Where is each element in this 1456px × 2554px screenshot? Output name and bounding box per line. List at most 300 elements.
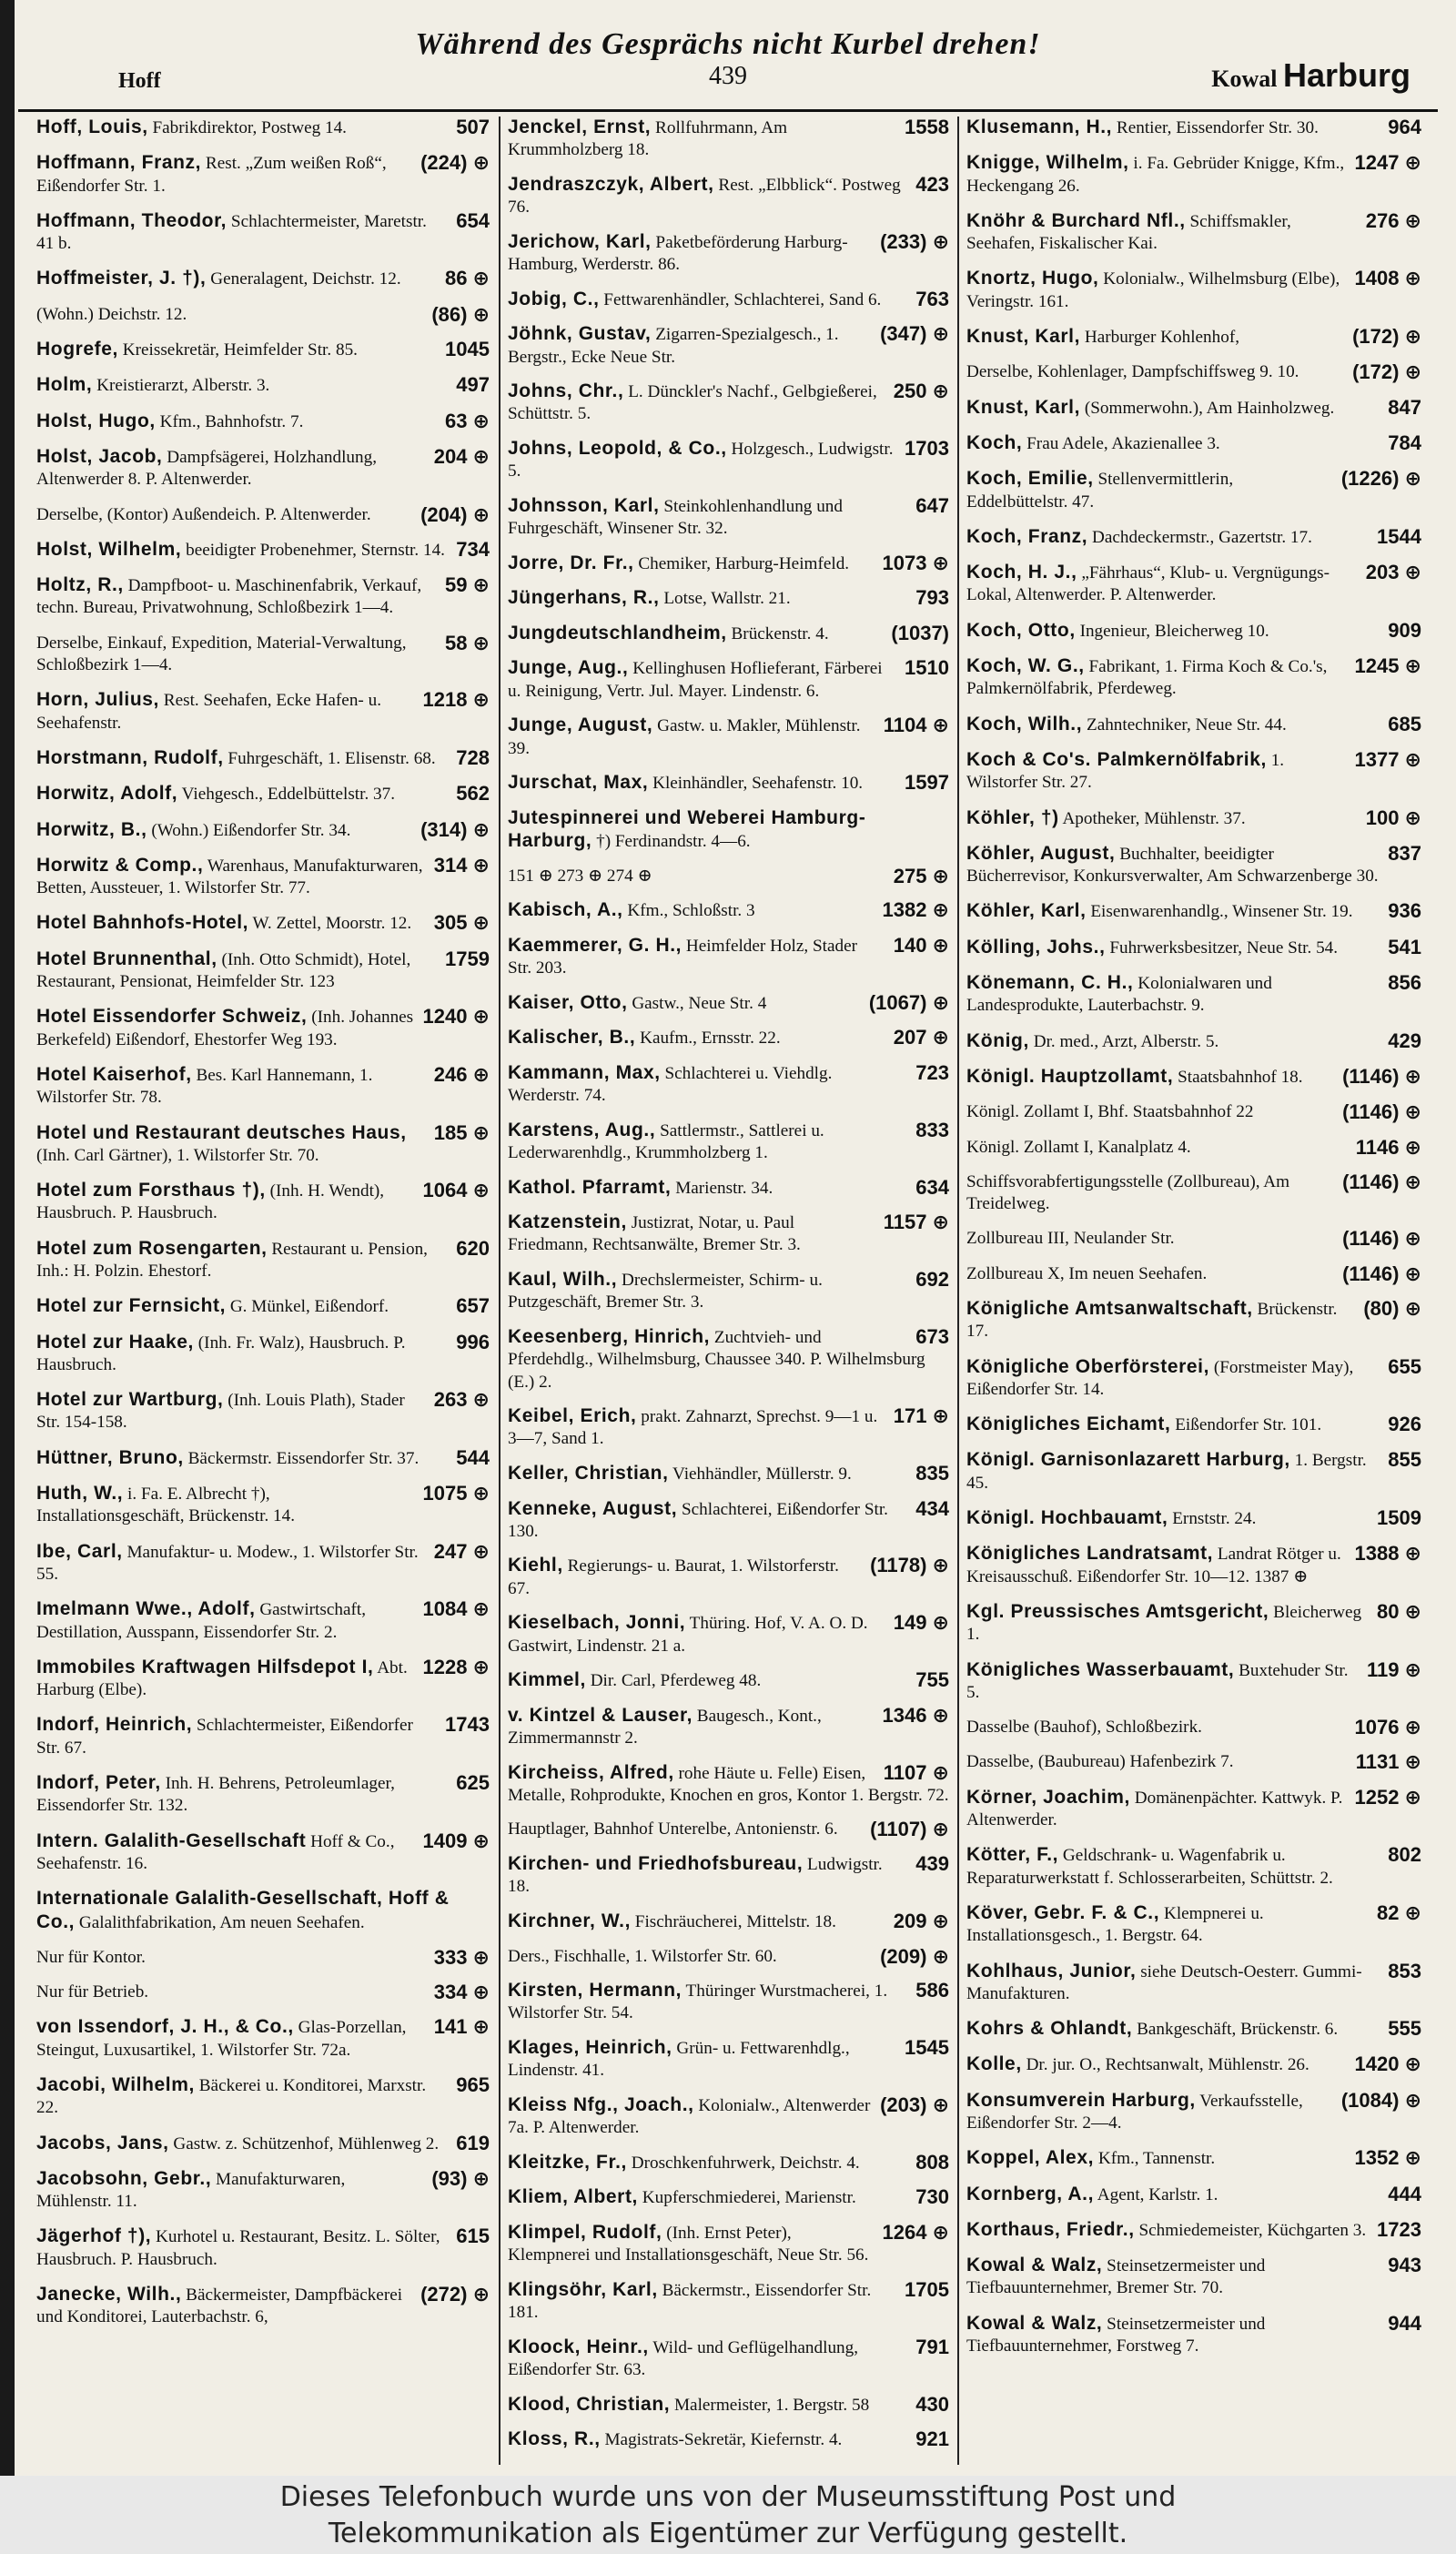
listing-details: Drechslermeister, Schirm- u. Putzgeschäft, Bremer Str. 3. — [508, 1271, 823, 1312]
listing-entry — [36, 446, 490, 492]
listing-entry — [36, 2284, 490, 2329]
listing-name: Hoff, Louis, — [36, 117, 148, 137]
listing-column-2 — [508, 117, 949, 2469]
listing-details: Droschkenfuhrwerk, Deichstr. 4. — [631, 2153, 860, 2173]
listing-details: Gastwirtschaft, Destillation, Ausspann, Eissendorfer Str. 2. — [36, 1600, 367, 1642]
listing-entry — [966, 1263, 1421, 1285]
listing-details: Dampfsägerei, Holzhandlung, Altenwerder 8. P. Altenwerder. — [36, 447, 378, 490]
listing-details: Dampfboot- u. Maschinenfabrik, Verkauf, techn. Bureau, Privatwohnung, Schloßbezirk 1—4. — [36, 576, 422, 618]
listing-name: Jöhnk, Gustav, — [508, 323, 652, 345]
listing-details: Agent, Karlstr. 1. — [1097, 2184, 1218, 2204]
listing-details: (Sommerwohn.), Am Hainholzweg. — [1084, 398, 1335, 418]
listing-phone-number: 185 ⊕ — [433, 1120, 490, 1144]
listing-name: Keller, Christian, — [508, 1462, 669, 1484]
listing-entry — [36, 1541, 490, 1586]
listing-phone-number: 1131 ⊕ — [1355, 1750, 1421, 1774]
listing-details: Derselbe, Kohlenlager, Dampfschiffsweg 9. 10. — [966, 362, 1299, 382]
listing-entry — [966, 2255, 1421, 2300]
listing-entry — [36, 1238, 490, 1283]
listing-entry — [966, 2053, 1421, 2076]
listing-details: Ders., Fischhalle, 1. Wilstorfer Str. 60. — [508, 1946, 777, 1966]
listing-details: Galalithfabrikation, Am neuen Seehafen. — [78, 1912, 365, 1932]
listing-name: Hotel zur Wartburg, — [36, 1389, 224, 1411]
listing-details: Kolonialwaren und Landesprodukte, Lauterbachstr. 9. — [966, 974, 1272, 1016]
listing-phone-number: 728 — [456, 745, 490, 769]
listing-entry — [508, 2094, 949, 2140]
listing-name: Koch, W. G., — [966, 655, 1085, 677]
listing-details: (Inh. Johannes Berkefeld) Eißendorf, Ehestorfer Weg 193. — [36, 1008, 414, 1049]
listing-phone-number: 685 — [1388, 712, 1421, 735]
listing-phone-number: 1228 ⊕ — [422, 1655, 490, 1678]
running-head-right-name: Kowal — [1211, 66, 1278, 92]
listing-details: Kfm., Bahnhofstr. 7. — [159, 411, 304, 431]
listing-entry — [966, 152, 1421, 198]
listing-phone-number: 1544 — [1377, 524, 1421, 548]
listing-details: Derselbe, (Kontor) Außendeich. P. Altenwerder. — [36, 504, 371, 524]
listing-phone-number: (93) ⊕ — [431, 2166, 490, 2190]
listing-phone-number: 1076 ⊕ — [1354, 1716, 1421, 1739]
listing-name: Königl. Hauptzollamt, — [966, 1065, 1174, 1087]
listing-name: Koch, — [966, 431, 1023, 453]
listing-details: 151 ⊕ 273 ⊕ 274 ⊕ — [508, 866, 652, 886]
listing-entry — [966, 2313, 1421, 2358]
listing-entry — [508, 1669, 949, 1692]
listing-phone-number: 964 — [1388, 117, 1421, 138]
listing-entry — [36, 747, 490, 770]
listing-details: Derselbe, Einkauf, Expedition, Material-Verwaltung, Schloßbezirk 1—4. — [36, 633, 407, 675]
listing-name: Immobiles Kraftwagen Hilfsdepot I, — [36, 1656, 374, 1677]
listing-phone-number: 1759 — [445, 947, 490, 970]
listing-phone-number: 1545 — [905, 2035, 949, 2059]
listing-name: Kammann, Max, — [508, 1061, 661, 1083]
listing-name: Hoffmeister, J. †), — [36, 268, 207, 289]
listing-name: Könemann, C. H., — [966, 972, 1134, 994]
listing-details: Bäckermstr. Eissendorfer Str. 37. — [187, 1448, 420, 1468]
listing-details: Dr. jur. O., Rechtsanwalt, Mühlenstr. 26. — [1026, 2055, 1309, 2075]
listing-entry — [36, 152, 490, 198]
listing-phone-number: 263 ⊕ — [433, 1388, 490, 1412]
listing-details: Manufaktur- u. Modew., 1. Wilstorfer Str. 55. — [36, 1542, 419, 1584]
listing-name: Kenneke, August, — [508, 1497, 678, 1519]
listing-name: Horn, Julius, — [36, 689, 159, 711]
listing-entry — [508, 323, 949, 369]
listing-entry — [508, 1980, 949, 2025]
listing-phone-number: 1107 ⊕ — [883, 1760, 949, 1784]
listing-entry — [508, 438, 949, 483]
listing-phone-number: 1723 — [1377, 2217, 1421, 2241]
listing-phone-number: 654 — [456, 208, 490, 232]
listing-phone-number: 1264 ⊕ — [882, 2220, 949, 2244]
page-binding-edge — [0, 0, 15, 2476]
listing-name: Jüngerhans, R., — [508, 587, 660, 609]
listing-name: Kalischer, B., — [508, 1027, 636, 1049]
listing-details: Nur für Kontor. — [36, 1947, 146, 1967]
listing-phone-number: 1084 ⊕ — [422, 1597, 490, 1621]
listing-phone-number: 1073 ⊕ — [882, 551, 949, 574]
listing-details: Ernststr. 24. — [1172, 1509, 1257, 1529]
listing-entry — [966, 1030, 1421, 1053]
listing-details: Warenhaus, Manufakturwaren, Betten, Aussteuer, 1. Wilstorfer Str. 77. — [36, 856, 423, 898]
listing-phone-number: 965 — [456, 2073, 490, 2096]
listing-details: Viehhändler, Müllerstr. 9. — [672, 1464, 852, 1484]
listing-phone-number: 63 ⊕ — [444, 409, 490, 432]
listing-entry — [36, 1006, 490, 1051]
listing-details: (Wohn.) Eißendorfer Str. 34. — [151, 820, 351, 840]
listing-entry — [966, 1543, 1421, 1588]
listing-phone-number: 555 — [1388, 2017, 1421, 2041]
listing-name: Köhler, Karl, — [966, 900, 1087, 922]
listing-name: Kirchner, W., — [508, 1910, 631, 1931]
listing-phone-number: (1107) ⊕ — [870, 1818, 949, 1841]
listing-entry — [966, 1101, 1421, 1123]
listing-name: v. Kintzel & Lauser, — [508, 1704, 693, 1726]
listing-phone-number: 1245 ⊕ — [1354, 654, 1421, 678]
listing-name: Klingsöhr, Karl, — [508, 2278, 658, 2300]
listing-name: Hoffmann, Franz, — [36, 152, 202, 174]
listing-details: Zigarren-Spezialgesch., 1. Bergstr., Ecke Neue Str. — [508, 325, 839, 367]
listing-details: i. Fa. Gebrüder Knigge, Kfm., Heckengang 26. — [966, 154, 1345, 196]
listing-entry — [508, 231, 949, 277]
listing-name: Konsumverein Harburg, — [966, 2089, 1196, 2111]
listing-details: Fabrikant, 1. Firma Koch & Co.'s, Palmkernölfabrik, Pferdeweg. — [966, 657, 1328, 699]
listing-name: Kloock, Heinr., — [508, 2336, 649, 2357]
listing-phone-number: (347) ⊕ — [880, 322, 949, 346]
listing-entry — [966, 1787, 1421, 1832]
listing-entry — [36, 304, 490, 326]
listing-entry — [966, 1298, 1421, 1343]
listing-name: Holst, Hugo, — [36, 410, 156, 431]
listing-phone-number: 1240 ⊕ — [422, 1005, 490, 1029]
listing-entry — [36, 210, 490, 256]
listing-name: Kleitzke, Fr., — [508, 2151, 627, 2173]
listing-phone-number: 334 ⊕ — [433, 1981, 490, 2004]
listing-name: Hogrefe, — [36, 339, 118, 360]
listing-details: Zuchtvieh- und Pferdehdlg., Wilhelmsburg, Chaussee 340. P. Wilhelmsburg (E.) 2. — [508, 1327, 925, 1392]
listing-phone-number: 1705 — [905, 2277, 949, 2301]
listing-phone-number: 620 — [456, 1236, 490, 1260]
listing-details: Stellenvermittlerin, Eddelbüttelstr. 47. — [966, 470, 1234, 512]
listing-phone-number: (1146) ⊕ — [1342, 1064, 1421, 1088]
listing-details: (Inh. Carl Gärtner), 1. Wilstorfer Str. 70. — [36, 1145, 319, 1165]
listing-details: Schlachtermeister, Eißendorfer Str. 67. — [36, 1716, 413, 1758]
listing-entry — [36, 117, 490, 139]
listing-name: Kloss, R., — [508, 2428, 601, 2450]
header-rule — [18, 109, 1438, 112]
listing-details: Kreissekretär, Heimfelder Str. 85. — [122, 340, 358, 360]
listing-details: Rest. Seehafen, Ecke Hafen- u. Seehafenstr. — [36, 691, 381, 733]
listing-name: Königliches Wasserbauamt, — [966, 1658, 1235, 1680]
listing-phone-number: 275 ⊕ — [893, 864, 949, 887]
listing-phone-number: 541 — [1388, 935, 1421, 958]
listing-phone-number: 314 ⊕ — [433, 853, 490, 877]
listing-entry — [36, 339, 490, 361]
listing-phone-number: 833 — [915, 1118, 949, 1141]
listing-entry — [966, 1902, 1421, 1948]
listing-entry — [966, 1137, 1421, 1159]
listing-details: Manufakturwaren, Mühlenstr. 11. — [36, 2169, 346, 2212]
listing-details: (Wohn.) Deichstr. 12. — [36, 304, 187, 324]
listing-details: Schlachtermeister, Maretstr. 41 b. — [36, 211, 427, 254]
listing-details: Kfm., Tannenstr. — [1097, 2149, 1216, 2169]
listing-phone-number: 996 — [456, 1330, 490, 1353]
listing-entry — [508, 772, 949, 795]
listing-entry — [966, 117, 1421, 139]
listing-details: Abt. Harburg (Elbe). — [36, 1657, 408, 1700]
page-number: 439 — [709, 62, 747, 90]
listing-name: Korthaus, Friedr., — [966, 2218, 1135, 2240]
listing-entry — [508, 1405, 949, 1451]
listing-details: Frau Adele, Akazienallee 3. — [1026, 433, 1220, 453]
listing-phone-number: 562 — [456, 782, 490, 806]
listing-entry — [966, 326, 1421, 349]
listing-phone-number: (80) ⊕ — [1363, 1296, 1421, 1320]
listing-entry — [966, 2219, 1421, 2242]
listing-details: Schlachterei, Eißendorfer Str. 130. — [508, 1499, 888, 1541]
listing-name: Jendraszczyk, Albert, — [508, 173, 714, 195]
listing-name: Kgl. Preussisches Amtsgericht, — [966, 1600, 1269, 1622]
listing-details: Zollbureau X, Im neuen Seehafen. — [966, 1263, 1208, 1283]
listing-details: (Inh. Otto Schmidt), Hotel, Restaurant, Pensionat, Heimfelder Str. 123 — [36, 949, 411, 992]
listing-name: Königliches Eichamt, — [966, 1414, 1171, 1435]
listing-name: Hotel Kaiserhof, — [36, 1063, 192, 1085]
listing-entry — [508, 2394, 949, 2417]
listing-phone-number: 434 — [915, 1496, 949, 1520]
listing-details: Kurhotel u. Restaurant, Besitz. L. Sölter, Hausbruch. P. Hausbruch. — [36, 2227, 440, 2269]
listing-name: Kiehl, — [508, 1555, 563, 1576]
listing-entry — [36, 268, 490, 290]
listing-details: Hoff & Co., Seehafenstr. 16. — [36, 1831, 395, 1873]
listing-name: Karstens, Aug., — [508, 1119, 656, 1140]
listing-details: 1. Wilstorfer Str. 27. — [966, 750, 1285, 793]
listing-entry — [508, 1612, 949, 1657]
listing-name: Knigge, Wilhelm, — [966, 152, 1129, 174]
listing-name: Klimpel, Rudolf, — [508, 2221, 662, 2243]
listing-phone-number: 763 — [915, 287, 949, 310]
listing-phone-number: (1084) ⊕ — [1340, 2088, 1421, 2112]
listing-phone-number: 921 — [915, 2427, 949, 2451]
listing-details: Kolonialw., Wilhelmsburg (Elbe), Veringstr. 161. — [966, 269, 1340, 311]
listing-details: Malermeister, 1. Bergstr. 58 — [674, 2395, 870, 2415]
listing-details: Dasselbe, (Baubureau) Hafenbezirk 7. — [966, 1752, 1234, 1772]
listing-name: Kimmel, — [508, 1669, 586, 1691]
listing-details: W. Zettel, Moorstr. 12. — [252, 914, 412, 934]
listing-details: Viehgesch., Eddelbüttelstr. 37. — [181, 785, 396, 805]
listing-entry — [966, 972, 1421, 1018]
listing-details: Chemiker, Harburg-Heimfeld. — [638, 553, 850, 573]
listing-phone-number: 657 — [456, 1294, 490, 1318]
listing-phone-number: 692 — [915, 1268, 949, 1292]
listing-phone-number: (209) ⊕ — [880, 1944, 949, 1968]
listing-name: Koch, H. J., — [966, 562, 1077, 583]
listing-phone-number: 1382 ⊕ — [882, 898, 949, 922]
listing-details: Bäckerei u. Konditorei, Marxstr. 22. — [36, 2076, 427, 2118]
listing-details: Steinsetzermeister und Tiefbauunternehmer, Forstweg 7. — [966, 2314, 1266, 2356]
listing-name: Kaemmerer, G. H., — [508, 934, 682, 956]
listing-name: Knortz, Hugo, — [966, 268, 1099, 289]
listing-name: Hotel zum Forsthaus †), — [36, 1180, 266, 1201]
listing-details: Kolonialw., Altenwerder 7a. P. Altenwerder. — [508, 2095, 871, 2138]
listing-phone-number: 1252 ⊕ — [1354, 1785, 1421, 1809]
listing-details: Gastw. u. Makler, Mühlenstr. 39. — [508, 716, 861, 758]
listing-name: Königl. Hochbauamt, — [966, 1507, 1168, 1529]
listing-entry — [966, 937, 1421, 959]
listing-entry — [508, 1946, 949, 1968]
listing-name: Knust, Karl, — [966, 396, 1081, 418]
listing-name: Jacobsohn, Gebr., — [36, 2167, 212, 2189]
listing-name: Kowal & Walz, — [966, 2255, 1103, 2276]
listing-phone-number: 855 — [1388, 1448, 1421, 1472]
listing-phone-number: (1146) ⊕ — [1342, 1170, 1421, 1193]
footer-credit-line-1: Dieses Telefonbuch wurde uns von der Museumsstiftung Post und — [279, 2481, 1177, 2513]
listing-entry — [508, 1762, 949, 1808]
listing-name: Imelmann Wwe., Adolf, — [36, 1598, 256, 1620]
listing-phone-number: 439 — [915, 1852, 949, 1876]
listing-details: Buxtehuder Str. 5. — [966, 1660, 1349, 1702]
listing-phone-number: (272) ⊕ — [420, 2283, 490, 2306]
footer-credit-line-2: Telekommunikation als Eigentümer zur Verfügung gestellt. — [328, 2518, 1128, 2549]
listing-name: Jungdeutschlandheim, — [508, 622, 727, 644]
listing-details: Gastw., Neue Str. 4 — [632, 993, 767, 1013]
listing-phone-number: 1409 ⊕ — [422, 1829, 490, 1852]
listing-entry — [966, 397, 1421, 420]
listing-phone-number: 847 — [1388, 395, 1421, 419]
listing-name: Koch, Emilie, — [966, 468, 1094, 490]
listing-phone-number: 926 — [1388, 1413, 1421, 1436]
listing-details: Rest. „Elbblick“. Postweg 76. — [508, 175, 901, 218]
listing-name: Kohlhaus, Junior, — [966, 1960, 1137, 1981]
listing-phone-number: 58 ⊕ — [444, 631, 490, 654]
listing-entry — [508, 866, 949, 887]
listing-phone-number: 141 ⊕ — [433, 2015, 490, 2039]
listing-phone-number: 943 — [1388, 2254, 1421, 2277]
listing-entry — [508, 2336, 949, 2382]
listing-name: Keesenberg, Hinrich, — [508, 1325, 711, 1347]
listing-phone-number: 791 — [915, 2335, 949, 2358]
listing-entry — [36, 2133, 490, 2155]
listing-name: Jorre, Dr. Fr., — [508, 552, 634, 573]
listing-phone-number: (172) ⊕ — [1352, 325, 1421, 349]
listing-name: Hotel Eissendorfer Schweiz, — [36, 1006, 308, 1028]
listing-details: Grün- u. Fettwarenhdlg., Lindenstr. 41. — [508, 2038, 850, 2081]
listing-entry — [966, 807, 1421, 830]
listing-name: Johnsson, Karl, — [508, 494, 660, 516]
listing-column-3 — [966, 117, 1421, 2469]
listing-entry — [36, 2074, 490, 2120]
listing-entry — [36, 783, 490, 806]
listing-phone-number: 673 — [915, 1324, 949, 1348]
listing-name: Hüttner, Bruno, — [36, 1446, 184, 1468]
listing-entry — [508, 1819, 949, 1840]
running-head-city: Harburg — [1282, 56, 1410, 94]
listing-entry — [36, 410, 490, 433]
listing-phone-number: 203 ⊕ — [1365, 561, 1421, 584]
listing-phone-number: 615 — [456, 2225, 490, 2248]
listing-details: Holzgesch., Ludwigstr. 5. — [508, 439, 894, 481]
listing-details: (Inh. H. Wendt), Hausbruch. P. Hausbruch. — [36, 1181, 385, 1223]
listing-details: Thüring. Hof, V. A. O. D. Gastwirt, Lindenstr. 21 a. — [508, 1614, 868, 1656]
listing-phone-number: 755 — [915, 1668, 949, 1692]
listing-name: Kliem, Albert, — [508, 2186, 638, 2208]
listing-entry — [36, 819, 490, 842]
listing-phone-number: 1388 ⊕ — [1354, 1542, 1421, 1566]
listing-entry — [966, 1066, 1421, 1089]
listing-phone-number: 429 — [1388, 1029, 1421, 1052]
listing-details: Sattlermstr., Sattlerei u. Lederwarenhdlg., Krummholzberg 1. — [508, 1120, 824, 1162]
listing-entry — [508, 2186, 949, 2209]
listing-entry — [966, 1356, 1421, 1402]
listing-name: Jurschat, Max, — [508, 772, 649, 794]
listing-name: Koch & Co's. Palmkernölfabrik, — [966, 748, 1267, 770]
listing-name: Kötter, F., — [966, 1844, 1059, 1866]
listing-name: Horwitz & Comp., — [36, 854, 204, 876]
listing-details: Königl. Zollamt I, Kanalplatz 4. — [966, 1137, 1191, 1157]
listing-name: Klood, Christian, — [508, 2393, 671, 2415]
listing-phone-number: 507 — [456, 117, 490, 138]
listing-phone-number: 247 ⊕ — [433, 1539, 490, 1563]
listing-entry — [966, 1961, 1421, 2006]
listing-details: Kfm., Schloßstr. 3 — [627, 901, 755, 921]
listing-phone-number: (233) ⊕ — [880, 229, 949, 253]
listing-entry — [36, 1064, 490, 1110]
listing-details: Verkaufsstelle, Eißendorfer Str. 2—4. — [966, 2091, 1303, 2133]
listing-details: Zahntechniker, Neue Str. 44. — [1086, 715, 1287, 735]
listing-name: Koch, Franz, — [966, 525, 1088, 547]
listing-phone-number: 1743 — [445, 1713, 490, 1737]
listing-entry — [508, 289, 949, 311]
listing-phone-number: 936 — [1388, 899, 1421, 923]
listing-entry — [966, 526, 1421, 549]
listing-entry — [966, 2018, 1421, 2041]
listing-name: Koch, Wilh., — [966, 713, 1083, 735]
listing-details: (Forstmeister May), Eißendorfer Str. 14. — [966, 1357, 1354, 1399]
listing-name: Klusemann, H., — [966, 117, 1113, 137]
listing-entry — [508, 2152, 949, 2174]
listing-phone-number: 430 — [915, 2392, 949, 2416]
listing-details: Steinkohlenhandlung und Fuhrgeschäft, Winsener Str. 32. — [508, 496, 843, 539]
listing-phone-number: (204) ⊕ — [420, 502, 490, 526]
listing-name: Ibe, Carl, — [36, 1540, 123, 1562]
listing-name: Janecke, Wilh., — [36, 2284, 182, 2306]
listing-details: Magistrats-Sekretär, Kiefernstr. 4. — [604, 2430, 843, 2450]
listing-entry — [966, 361, 1421, 383]
listing-entry — [36, 1447, 490, 1470]
listing-phone-number: (314) ⊕ — [420, 817, 490, 841]
listing-name: Junge, Aug., — [508, 657, 629, 679]
listing-details: Klempnerei u. Installationsgesch., 1. Bergstr. 64. — [966, 1903, 1264, 1946]
listing-phone-number: 1510 — [905, 656, 949, 680]
listing-details: Glas-Porzellan, Steingut, Luxusartikel, 1. Wilstorfer Str. 72a. — [36, 2018, 407, 2060]
listing-entry — [966, 1414, 1421, 1436]
listing-entry — [508, 1853, 949, 1899]
listing-phone-number: 171 ⊕ — [893, 1404, 949, 1428]
listing-entry — [966, 1171, 1421, 1216]
listing-entry — [36, 633, 490, 677]
listing-entry — [36, 1981, 490, 2003]
listing-entry — [36, 1295, 490, 1318]
listing-entry — [508, 1211, 949, 1257]
listing-name: Holst, Wilhelm, — [36, 538, 182, 560]
listing-entry — [36, 1332, 490, 1377]
listing-phone-number: 1157 ⊕ — [883, 1211, 949, 1234]
listing-phone-number: 149 ⊕ — [893, 1611, 949, 1635]
listing-details: Steinsetzermeister und Tiefbauunternehmer, Bremer Str. 70. — [966, 2256, 1266, 2298]
listing-phone-number: 634 — [915, 1175, 949, 1199]
listing-name: Kirchen- und Friedhofsbureau, — [508, 1853, 804, 1875]
header-notice: Während des Gesprächs nicht Kurbel drehen! — [415, 27, 1041, 61]
listing-entry — [36, 1947, 490, 1969]
listing-phone-number: 625 — [456, 1771, 490, 1795]
listing-details: Baugesch., Kont., Zimmermannstr 2. — [508, 1706, 822, 1748]
